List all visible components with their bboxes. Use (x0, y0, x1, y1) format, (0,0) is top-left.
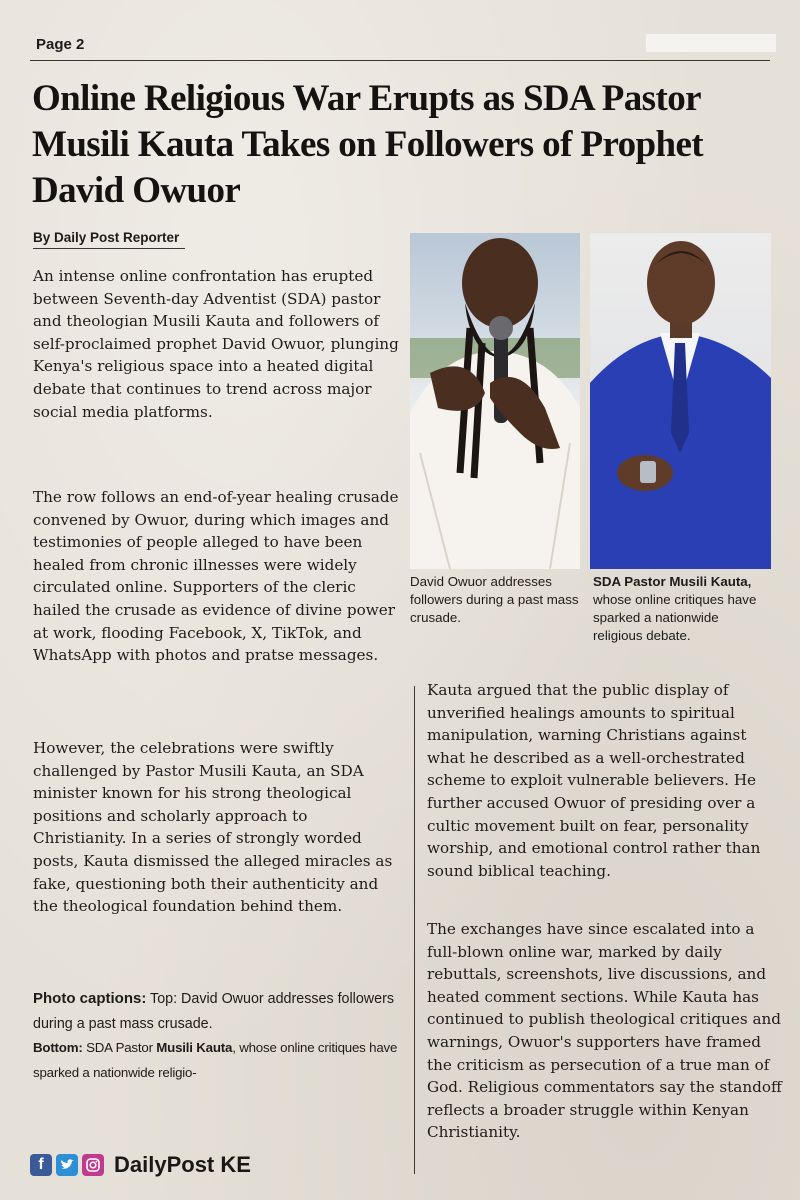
paragraph-escalation: The exchanges have since escalated into a full-blown online war, marked by daily rebuttals, screenshots, live discussions, and heated comment sections. While Kauta has continued to publish theological critiques and warnings, Owuor's supporters have framed the criticism as persecution of a true man of God. Religious commentators say the standoff reflects a broader struggle within Kenyan Christianity. (427, 920, 782, 1142)
byline: By Daily Post Reporter (33, 230, 185, 249)
paragraph-intro: An intense online confrontation has erupted between Seventh-day Adventist (SDA) pastor and theologian Musili Kauta and followers of self-proclaimed prophet David Owuor, plunging Kenya's religious space into a heated digital debate that continues to trend across major social media platforms. (33, 267, 399, 421)
page-number: Page 2 (36, 36, 85, 53)
caption-bottom-lead: Bottom: (33, 1040, 83, 1055)
paragraph-crusade: The row follows an end-of-year healing crusade convened by Owuor, during which images and testimonies of people alleged to have been healed from chronic illnesses were widely circulated online. Supporters of the cleric hailed the crusade as evidence of divine power at work, flooding Facebook, X, TikTok, and WhatsApp with photos and pratse messages. (33, 488, 399, 665)
twitter-icon[interactable] (56, 1154, 78, 1176)
header-rule (30, 60, 770, 61)
caption-top-text: Top: David Owuor addresses followers during a past mass crusade. (33, 991, 394, 1032)
brand-name: DailyPost KE (114, 1152, 251, 1177)
column-divider (414, 686, 415, 1174)
facebook-icon[interactable]: f (30, 1154, 52, 1176)
photo-caption-owuor: David Owuor addresses followers during a past mass crusade. (410, 574, 579, 625)
photo-david-owuor (410, 233, 580, 569)
headline: Online Religious War Erupts as SDA Pastor Musili Kauta Takes on Followers of Prophet David Owuor (32, 78, 704, 211)
paragraph-kauta-argument: Kauta argued that the public display of unverified healings amounts to spiritual manipulation, warning Christians against what he described as a well-orchestrated scheme to exploit vulnerable believers. He further accused Owuor of presiding over a cultic movement built on fear, personality worship, and emotional control rather than sound biblical teaching. (427, 681, 761, 880)
footer-brand (30, 1152, 251, 1178)
instagram-icon[interactable] (82, 1154, 104, 1176)
captions-lead: Photo captions: (33, 990, 147, 1007)
photo-captions-block: Photo captions: Top: David Owuor addresses followers during a past mass crusade. Bottom: SDA Pastor Musili Kauta, whose online critiques have sparked a nationwide religio- (33, 990, 398, 1080)
photo-caption-kauta: SDA Pastor Musili Kauta, whose online critiques have sparked a nationwide religious debate. (593, 574, 757, 643)
tape-strip (646, 34, 776, 52)
photo-musili-kauta (590, 233, 771, 569)
paragraph-challenge: However, the celebrations were swiftly challenged by Pastor Musili Kauta, an SDA minister known for his strong theological positions and scholarly approach to Christianity. In a series of strongly worded posts, Kauta dismissed the alleged miracles as fake, questioning both their authenticity and the theological foundation behind them. (33, 739, 393, 916)
